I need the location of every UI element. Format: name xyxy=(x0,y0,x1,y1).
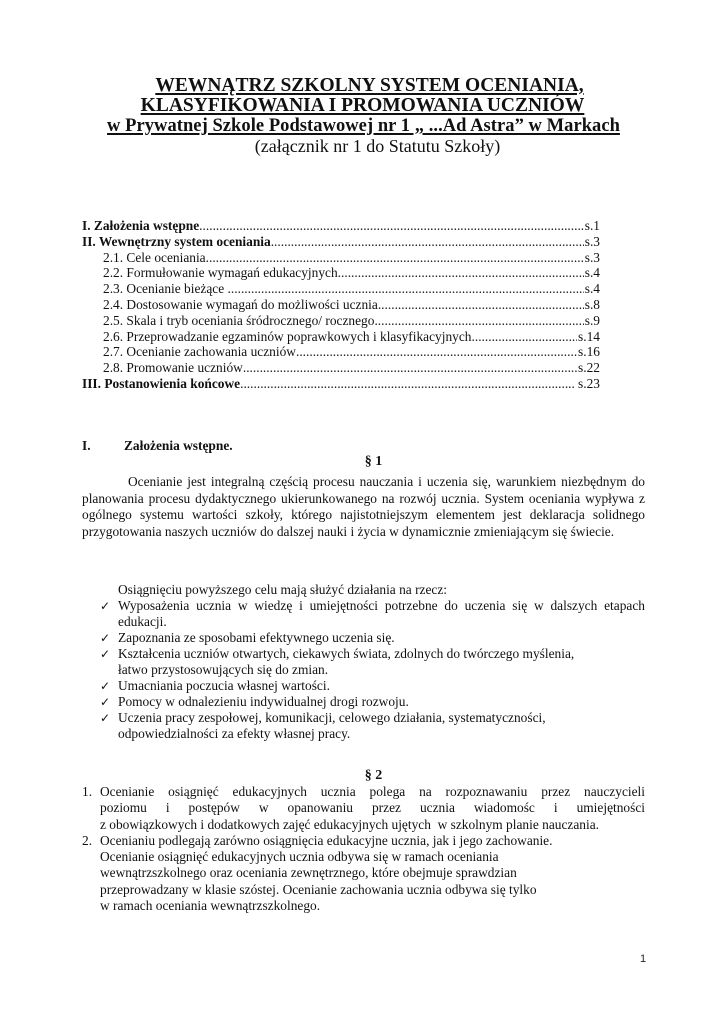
toc-entry-page: s.4 xyxy=(584,281,600,297)
checklist-item xyxy=(100,694,645,710)
numbered-item-number: 2. xyxy=(82,832,93,848)
checklist-item-text: Zapoznania ze sposobami efektywnego uczenia się. xyxy=(118,630,395,645)
toc-entry[interactable] xyxy=(82,265,600,281)
checklist-item-text: Wyposażenia ucznia w wiedzę i umiejętności potrzebne do uczenia się w dalszych etapach edukacji. xyxy=(118,598,645,629)
checkmark-icon: ✓ xyxy=(100,631,111,645)
toc-leader-dots xyxy=(271,234,584,250)
numbered-item-line: w ramach oceniania wewnątrzszkolnego. xyxy=(100,898,321,914)
toc-leader-dots xyxy=(296,344,577,360)
toc-entry-label: 2.5. Skala i tryb oceniania śródrocznego/ rocznego xyxy=(103,312,375,328)
toc-entry-page: s.14 xyxy=(578,328,600,344)
paragraph-mark-2: § 2 xyxy=(364,768,383,783)
toc-entry-page: s.9 xyxy=(584,312,600,328)
toc-entry-label: I. Założenia wstępne xyxy=(82,218,200,233)
toc-leader-dots xyxy=(472,329,578,345)
checklist-item-text: Umacniania poczucia własnej wartości. xyxy=(118,678,330,693)
toc-entry[interactable] xyxy=(82,218,600,234)
checklist-item xyxy=(100,678,645,694)
toc-entry[interactable] xyxy=(82,329,600,345)
numbered-item xyxy=(82,784,645,833)
checklist-item xyxy=(100,646,645,678)
checklist-item xyxy=(100,598,645,630)
paragraph-mark-1: § 1 xyxy=(364,454,383,469)
numbered-item-line: przeprowadzany w klasie szóstej. Ocenianie zachowania ucznia odbywa się tylko xyxy=(100,881,537,897)
toc-entry-label: III. Postanowienia końcowe xyxy=(82,375,241,391)
toc-entry-page: s.4 xyxy=(584,265,600,281)
toc-leader-dots xyxy=(199,218,584,234)
toc-entry-page: s.3 xyxy=(584,249,600,265)
document-subtitle: (załącznik nr 1 do Statutu Szkoły) xyxy=(254,136,501,156)
document-title-line-2: KLASYFIKOWANIA I PROMOWANIA UCZNIÓW xyxy=(140,95,585,116)
toc-entry-label: 2.7. Ocenianie zachowania uczniów xyxy=(103,344,296,360)
numbered-list xyxy=(82,784,645,914)
section-title: Założenia wstępne. xyxy=(124,438,233,453)
document-title-line-3: w Prywatnej Szkole Podstawowej nr 1 „ ...Ad Astra” w Markach xyxy=(107,116,620,136)
toc-entry-label: II. Wewnętrzny system oceniania xyxy=(82,233,271,249)
toc-entry[interactable] xyxy=(82,360,600,376)
toc-leader-dots xyxy=(240,376,574,392)
numbered-item-line: wewnątrzszkolnego oraz oceniania zewnętrznego, które obejmuje sprawdzian xyxy=(100,865,517,881)
toc-entry-label: 2.4. Dostosowanie wymagań do możliwości ucznia xyxy=(103,296,378,312)
toc-entry[interactable] xyxy=(82,297,600,313)
checklist-item xyxy=(100,710,645,742)
checkmark-icon: ✓ xyxy=(100,695,111,709)
toc-entry-label: 2.1. Cele oceniania xyxy=(103,249,206,265)
checklist-item-text-cont: łatwo przystosowujących się do zmian. xyxy=(118,662,329,677)
toc-entry-label: 2.6. Przeprowadzanie egzaminów poprawkowych i klasyfikacyjnych xyxy=(103,328,472,344)
checkmark-icon: ✓ xyxy=(100,711,111,725)
toc-leader-dots xyxy=(228,281,584,297)
toc-entry-label: 2.2. Formułowanie wymagań edukacyjnych xyxy=(103,265,338,281)
toc-leader-dots xyxy=(243,360,577,376)
checklist-item-text: Uczenia pracy zespołowej, komunikacji, celowego działania, systematyczności, xyxy=(118,710,546,725)
toc-entry[interactable] xyxy=(82,250,600,266)
checklist-item-text: Kształcenia uczniów otwartych, ciekawych świata, zdolnych do twórczego myślenia, xyxy=(118,646,575,661)
numbered-item-line: z obowiązkowych i dodatkowych zajęć edukacyjnych ujętych w szkolnym planie nauczania. xyxy=(100,816,599,832)
checkmark-icon: ✓ xyxy=(100,679,111,693)
document-title-line-1: WEWNĄTRZ SZKOLNY SYSTEM OCENIANIA, xyxy=(155,75,584,96)
goals-checklist xyxy=(100,598,645,742)
checklist-item-text: Pomocy w odnalezieniu indywidualnej drogi rozwoju. xyxy=(118,694,409,709)
numbered-item xyxy=(82,833,645,914)
toc-leader-dots xyxy=(378,297,584,313)
numbered-item-line: poziomu i postępów w opanowaniu przez ucznia wiadomośc i umiejętności xyxy=(100,800,645,816)
toc-leader-dots xyxy=(338,265,584,281)
checkmark-icon: ✓ xyxy=(100,647,111,661)
toc-entry-page: s.8 xyxy=(584,296,600,312)
toc-entry-page: s.22 xyxy=(578,360,600,376)
toc-entry-page: s.3 xyxy=(584,233,600,249)
toc-entry-page: s.1 xyxy=(584,218,600,233)
paragraph-1-text: Ocenianie jest integralną częścią procesu nauczania i uczenia się, warunkiem niezbędnym do planowania procesu dydaktycznego ukierunkowanego na rozwój ucznia. System oceniania wypływa z ogólnego systemu wartości szkoły, którego najistotniejszym elementem jest deklaracja solidnego przygotowania naszych uczniów do dalszej nauki i życia w dynamicznie zmieniającym się świecie. xyxy=(82,474,645,539)
goals-intro: Osiągnięciu powyższego celu mają służyć działania na rzecz: xyxy=(118,582,448,597)
numbered-item-line: Ocenianie osiągnięć edukacyjnych ucznia odbywa się w ramach oceniania xyxy=(100,849,499,865)
toc-entry-label: 2.3. Ocenianie bieżące xyxy=(103,281,228,297)
toc-entry[interactable] xyxy=(82,376,600,392)
toc-leader-dots xyxy=(374,313,583,329)
table-of-contents xyxy=(82,218,600,392)
checklist-item-text-cont: odpowiedzialności za efekty własnej pracy. xyxy=(118,726,351,741)
page-number: 1 xyxy=(640,953,647,965)
section-number: I. xyxy=(82,438,91,453)
checklist-item xyxy=(100,630,645,646)
toc-entry[interactable] xyxy=(82,234,600,250)
toc-entry-label: 2.8. Promowanie uczniów xyxy=(103,360,243,376)
checkmark-icon: ✓ xyxy=(100,599,111,613)
toc-entry[interactable] xyxy=(82,344,600,360)
numbered-item-line: Ocenianiu podlegają zarówno osiągnięcia edukacyjne ucznia, jak i jego zachowanie. xyxy=(100,832,553,848)
section-heading xyxy=(82,438,233,454)
toc-leader-dots xyxy=(206,250,584,266)
toc-entry-page: s.16 xyxy=(578,344,600,360)
numbered-item-line: Ocenianie osiągnięć edukacyjnych ucznia polega na rozpoznawaniu przez nauczycieli xyxy=(100,784,645,799)
toc-entry-page: s.23 xyxy=(574,375,600,391)
numbered-item-number: 1. xyxy=(82,784,93,799)
document-title-block xyxy=(0,76,725,156)
toc-entry[interactable] xyxy=(82,281,600,297)
toc-entry[interactable] xyxy=(82,313,600,329)
